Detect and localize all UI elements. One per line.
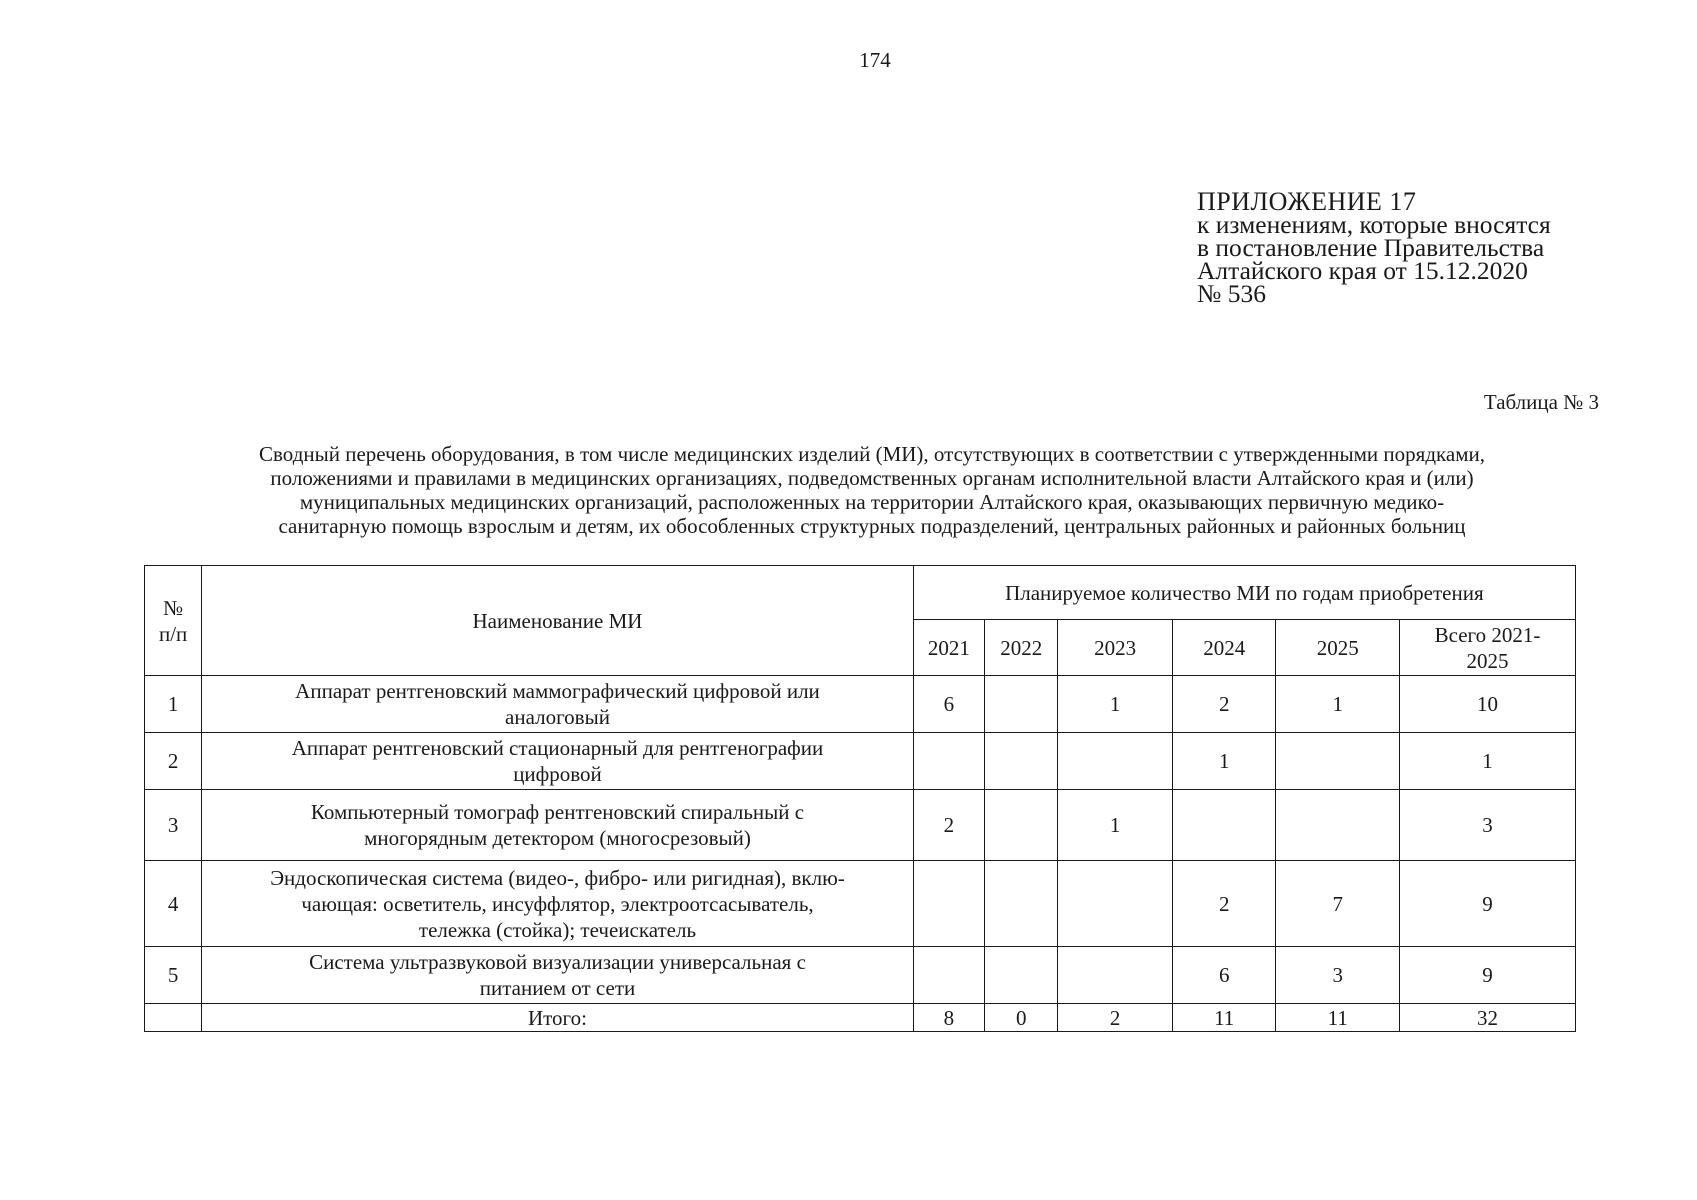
- row-name-line: цифровой: [513, 762, 602, 786]
- row-value: 1: [1172, 733, 1276, 790]
- row-name-line: многорядным детектором (многосрезовый): [364, 826, 751, 850]
- totals-total: 32: [1400, 1004, 1576, 1032]
- row-value: [913, 861, 984, 947]
- row-value: [985, 676, 1058, 733]
- document-heading: [140, 442, 1604, 538]
- row-value: [985, 947, 1058, 1004]
- row-num: 2: [145, 733, 202, 790]
- row-value: [985, 733, 1058, 790]
- row-num: 1: [145, 676, 202, 733]
- row-total: 3: [1400, 790, 1576, 861]
- row-value: 1: [1276, 676, 1400, 733]
- row-value: [1058, 947, 1173, 1004]
- header-total-line1: Всего 2021-: [1434, 622, 1541, 647]
- row-name-line: Аппарат рентгеновский маммографический цифровой или: [295, 679, 820, 703]
- table-header-row: [145, 566, 1576, 620]
- header-total-line2: 2025: [1466, 648, 1509, 673]
- header-num-line2: п/п: [158, 621, 188, 646]
- row-total: 1: [1400, 733, 1576, 790]
- appendix-line: в постановление Правительства: [1197, 233, 1545, 262]
- row-total: 10: [1400, 676, 1576, 733]
- table-row: [145, 861, 1576, 947]
- appendix-block: [1197, 187, 1551, 308]
- totals-value: 8: [913, 1004, 984, 1032]
- header-year: 2021: [913, 620, 984, 676]
- table-row: [145, 733, 1576, 790]
- row-value: [1058, 861, 1173, 947]
- header-year: 2024: [1172, 620, 1276, 676]
- row-name: [202, 676, 913, 733]
- row-value: 6: [1172, 947, 1276, 1004]
- header-group: Планируемое количество МИ по годам приобретения: [913, 566, 1575, 620]
- heading-line: Сводный перечень оборудования, в том числе медицинских изделий (МИ), отсутствующих в соответствии с утвержденными порядками,: [259, 442, 1485, 466]
- row-total: 9: [1400, 947, 1576, 1004]
- row-name-line: Компьютерный томограф рентгеновский спиральный с: [310, 800, 805, 824]
- row-name: [202, 790, 913, 861]
- header-year: 2022: [985, 620, 1058, 676]
- totals-num: [145, 1004, 202, 1032]
- totals-row: [145, 1004, 1576, 1032]
- appendix-line: № 536: [1197, 279, 1266, 308]
- row-value: 2: [913, 790, 984, 861]
- heading-line: положениями и правилами в медицинских организациях, подведомственных органам исполнительной власти Алтайского края и (или): [270, 466, 1474, 490]
- row-num: 3: [145, 790, 202, 861]
- row-value: [1276, 790, 1400, 861]
- row-value: [1276, 733, 1400, 790]
- appendix-line: к изменениям, которые вносятся: [1197, 210, 1551, 239]
- row-name: [202, 733, 913, 790]
- row-name-line: питанием от сети: [479, 976, 636, 1000]
- row-value: 3: [1276, 947, 1400, 1004]
- row-name-line: Аппарат рентгеновский стационарный для рентгенографии: [291, 736, 824, 760]
- row-value: 6: [913, 676, 984, 733]
- appendix-line: Алтайского края от 15.12.2020: [1197, 256, 1528, 285]
- row-name: [202, 947, 913, 1004]
- table-label: Таблица № 3: [1483, 390, 1599, 414]
- row-name-line: Система ультразвуковой визуализации универсальная с: [309, 950, 806, 974]
- page-number: 174: [859, 48, 891, 72]
- totals-value: 0: [985, 1004, 1058, 1032]
- totals-value: 11: [1172, 1004, 1276, 1032]
- row-value: 2: [1172, 676, 1276, 733]
- totals-label: Итого:: [202, 1004, 913, 1032]
- row-value: 1: [1058, 676, 1173, 733]
- row-num: 5: [145, 947, 202, 1004]
- row-value: 1: [1058, 790, 1173, 861]
- equipment-table: [144, 565, 1576, 1032]
- header-name: Наименование МИ: [202, 566, 913, 676]
- row-name: [202, 861, 913, 947]
- heading-line: санитарную помощь взрослым и детям, их обособленных структурных подразделений, центральных районных и районных больниц: [278, 514, 1466, 538]
- header-num-line1: №: [163, 595, 184, 620]
- row-name-line: Эндоскопическая система (видео-, фибро- или ригидная), вклю-: [270, 865, 845, 890]
- row-name-line: тележка (стойка); течеискатель: [418, 917, 697, 942]
- totals-value: 11: [1276, 1004, 1400, 1032]
- header-total: [1400, 620, 1576, 676]
- row-num: 4: [145, 861, 202, 947]
- totals-value: 2: [1058, 1004, 1173, 1032]
- row-value: [985, 790, 1058, 861]
- row-value: 7: [1276, 861, 1400, 947]
- appendix-title: ПРИЛОЖЕНИЕ 17: [1197, 187, 1417, 216]
- row-value: [913, 733, 984, 790]
- row-value: [1058, 733, 1173, 790]
- table-row: [145, 790, 1576, 861]
- row-name-line: чающая: осветитель, инсуффлятор, электроотсасыватель,: [301, 891, 814, 916]
- row-value: 2: [1172, 861, 1276, 947]
- row-value: [913, 947, 984, 1004]
- row-value: [1172, 790, 1276, 861]
- header-year: 2023: [1058, 620, 1173, 676]
- row-total: 9: [1400, 861, 1576, 947]
- header-year: 2025: [1276, 620, 1400, 676]
- table-row: [145, 947, 1576, 1004]
- row-name-line: аналоговый: [505, 705, 610, 729]
- heading-line: муниципальных медицинских организаций, расположенных на территории Алтайского края, оказывающих первичную медико-: [299, 490, 1445, 514]
- row-value: [985, 861, 1058, 947]
- header-num: [145, 566, 202, 676]
- table-row: [145, 676, 1576, 733]
